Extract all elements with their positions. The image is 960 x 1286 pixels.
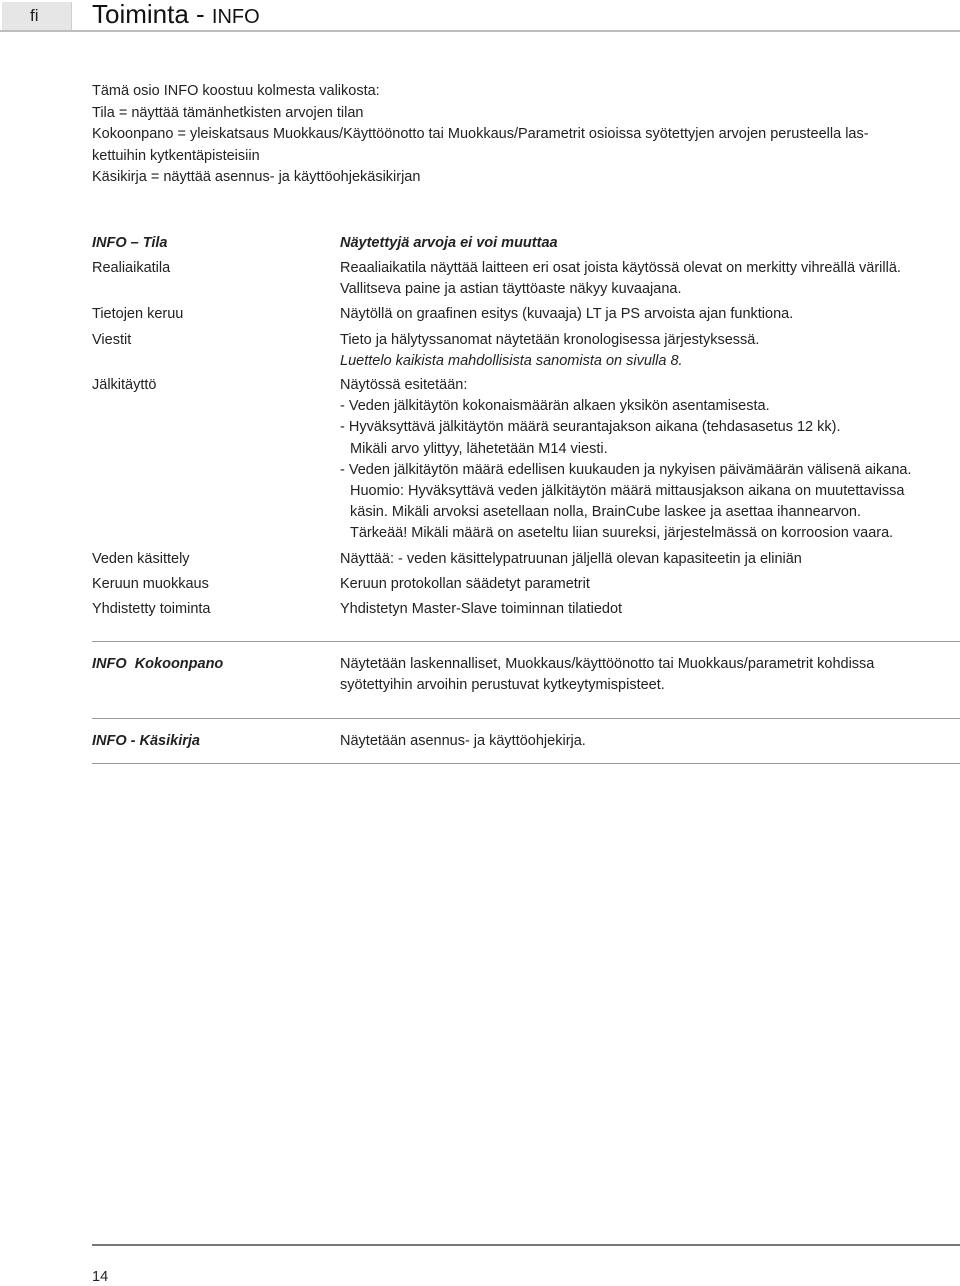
intro-line: Käsikirja = näyttää asennus- ja käyttöohjekäsikirjan — [92, 169, 421, 185]
section-divider — [92, 763, 960, 764]
tila-note: Näytettyjä arvoja ei voi muuttaa — [340, 235, 558, 251]
tila-label-viestit: Viestit — [92, 332, 132, 348]
kasikirja-desc: Näytetään asennus- ja käyttöohjekirja. — [340, 733, 586, 749]
kasikirja-heading: INFO - Käsikirja — [92, 733, 200, 749]
tila-heading: INFO – Tila — [92, 235, 168, 251]
language-tab: fi — [2, 2, 72, 30]
tila-desc-keruun-muokkaus: Keruun protokollan säädetyt parametrit — [340, 576, 590, 592]
tila-desc-viestit: Tieto ja hälytyssanomat näytetään kronologisessa järjestyksessä. Luettelo kaikista mahdollisista sanomista on sivulla 8. — [340, 332, 760, 370]
kokoonpano-desc: Näytetään laskennalliset, Muokkaus/käyttöönotto tai Muokkaus/parametrit kohdissa syötettyihin arvoihin perustuvat kytkeytymispisteet. — [340, 656, 875, 694]
section-divider — [92, 641, 960, 642]
tila-desc-jalkitaytto: Näytössä esitetään: - Veden jälkitäytön kokonaismäärän alkaen yksikön asentamisesta. - Hyväksyttävä jälkitäytön määrä seurantajakson aikana (tehdasasetus 12 kk). Mikäli arvo ylittyy, lähetetään M14 viesti. - Veden jälkitäytön määrä edellisen kuukauden ja nykyisen päivämäärän välisenä aikana. Huomio: Hyväksyttävä veden jälkitäytön määrä mittausjakson aikana on muutettavissa käsin. Mikäli arvoksi asetellaan nolla, BrainCube laskee ja asettaa ihannearvon. Tärkeää! Mikäli määrä on aseteltu liian suureksi, järjestelmässä on korroosion vaara. — [340, 377, 912, 542]
tila-desc-veden-kasittely: Näyttää: - veden käsittelypatruunan jäljellä olevan kapasiteetin ja eliniän — [340, 551, 802, 567]
page-number: 14 — [92, 1269, 109, 1285]
tila-desc-yhdistetty-toiminta: Yhdistetyn Master-Slave toiminnan tilatiedot — [340, 601, 623, 617]
intro-line: Tila = näyttää tämänhetkisten arvojen tilan — [92, 104, 364, 121]
tila-label-keruun-muokkaus: Keruun muokkaus — [92, 576, 209, 592]
page-title-main: Toiminta - — [92, 0, 212, 29]
tila-label-jalkitaytto: Jälkitäyttö — [92, 377, 157, 393]
tila-label-realiaikatila: Realiaikatila — [92, 260, 171, 276]
tila-label-veden-kasittely: Veden käsittely — [92, 551, 190, 567]
intro-line: kettuihin kytkentäpisteisiin — [92, 147, 260, 164]
section-divider — [92, 718, 960, 719]
intro-text — [92, 81, 942, 189]
tila-desc-realiaikatila: Reaaliaikatila näyttää laitteen eri osat joista käytössä olevat on merkitty vihreällä värillä. Vallitseva paine ja astian täyttöaste näkyy kuvaajana. — [340, 260, 901, 298]
tila-desc-tietojen-keruu: Näytöllä on graafinen esitys (kuvaaja) LT ja PS arvoista ajan funktiona. — [340, 306, 794, 322]
footer-divider — [92, 1244, 960, 1246]
tila-label-yhdistetty-toiminta: Yhdistetty toiminta — [92, 601, 211, 617]
intro-line: Kokoonpano = yleiskatsaus Muokkaus/Käyttöönotto tai Muokkaus/Parametrit osioissa syötettyjen arvojen perusteella las- — [92, 126, 869, 142]
header-divider — [0, 30, 960, 32]
page-title-sub: INFO — [211, 6, 260, 28]
intro-line: Tämä osio INFO koostuu kolmesta valikosta: — [92, 83, 380, 99]
kokoonpano-heading: INFO Kokoonpano — [92, 656, 224, 672]
tila-label-tietojen-keruu: Tietojen keruu — [92, 306, 184, 322]
